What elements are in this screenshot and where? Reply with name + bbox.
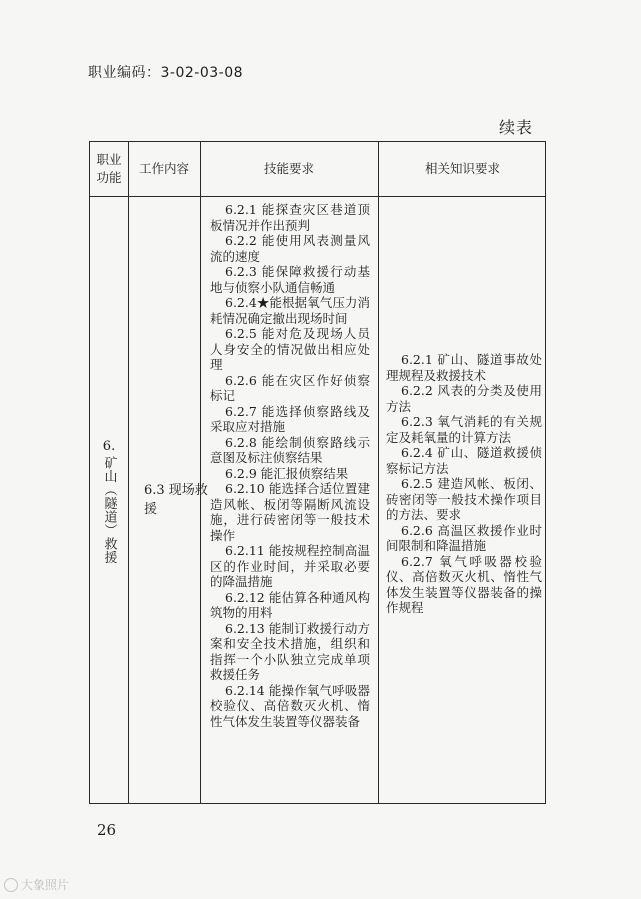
knowledge-cell: [386, 352, 542, 616]
skills-cell: [210, 202, 370, 729]
header-function: 职业 功能: [96, 152, 122, 185]
function-cell: [90, 438, 128, 564]
skill-item: 6.2.11 能按规程控制高温区的作业时间，并采取必要的降温措施: [210, 543, 370, 589]
header-skills: 技能要求: [263, 161, 314, 176]
knowledge-item: 6.2.1 矿山、隧道事故处理规程及救援技术: [386, 352, 542, 383]
skill-item: 6.2.5 能对危及现场人员人身安全的情况做出相应处理: [210, 326, 370, 372]
watermark-text: 大象照片: [21, 878, 70, 892]
skill-item: 6.2.6 能在灾区作好侦察标记: [210, 372, 370, 403]
page-number: 26: [97, 821, 117, 839]
occupation-code: 职业编码：3-02-03-08: [88, 65, 244, 81]
knowledge-item: 6.2.5 建造风帐、板闭、砖密闭等一般技术操作项目的方法、要求: [386, 476, 542, 522]
watermark: [4, 876, 69, 893]
skill-item: 6.2.10 能选择合适位置建造风帐、板闭等隔断风流设施，进行砖密闭等一般技术操作: [210, 481, 370, 543]
function-number: 6.: [102, 439, 116, 454]
skill-item: 6.2.3 能保障救援行动基地与侦察小队通信畅通: [210, 264, 370, 295]
header-divider: [90, 196, 545, 197]
skill-item: 6.2.1 能探查灾区巷道顶板情况并作出预判: [210, 202, 370, 233]
knowledge-item: 6.2.3 氧气消耗的有关规定及耗氧量的计算方法: [386, 414, 542, 445]
skill-item: 6.2.9 能汇报侦察结果: [225, 465, 349, 481]
skill-item: 6.2.7 能选择侦察路线及采取应对措施: [210, 403, 370, 434]
column-divider-3: [378, 142, 379, 803]
knowledge-item: 6.2.4 矿山、隧道救援侦察标记方法: [386, 445, 542, 476]
knowledge-item: 6.2.2 风表的分类及使用方法: [386, 383, 542, 414]
skill-item: 6.2.4★能根据氧气压力消耗情况确定撤出现场时间: [210, 295, 370, 326]
camera-logo-icon: [4, 878, 18, 892]
skills-table: [89, 141, 546, 804]
column-divider-1: [128, 142, 129, 803]
continued-label: 续表: [498, 118, 533, 137]
work-content-cell: 6.3 现场救援: [144, 483, 208, 517]
skill-item: 6.2.2 能使用风表测量风流的速度: [210, 233, 370, 264]
knowledge-item: 6.2.7 氧气呼吸器校验仪、高倍数灭火机、惰性气体发生装置等仪器装备的操作规程: [386, 553, 542, 615]
skill-item: 6.2.8 能绘制侦察路线示意图及标注侦察结果: [210, 434, 370, 465]
skill-item: 6.2.12 能估算各种通风构筑物的用料: [210, 589, 370, 620]
header-knowledge: 相关知识要求: [424, 161, 500, 176]
skill-item: 6.2.14 能操作氧气呼吸器校验仪、高倍数灭火机、惰性气体发生装置等仪器装备: [210, 682, 370, 729]
function-name: 矿山（隧道）救援: [101, 456, 117, 564]
skill-item: 6.2.13 能制订救援行动方案和安全技术措施，组织和指挥一个小队独立完成单项救援任务: [210, 620, 370, 682]
column-divider-2: [200, 142, 201, 803]
header-work-content: 工作内容: [138, 161, 189, 176]
knowledge-item: 6.2.6 高温区救援作业时间限制和降温措施: [386, 522, 542, 553]
